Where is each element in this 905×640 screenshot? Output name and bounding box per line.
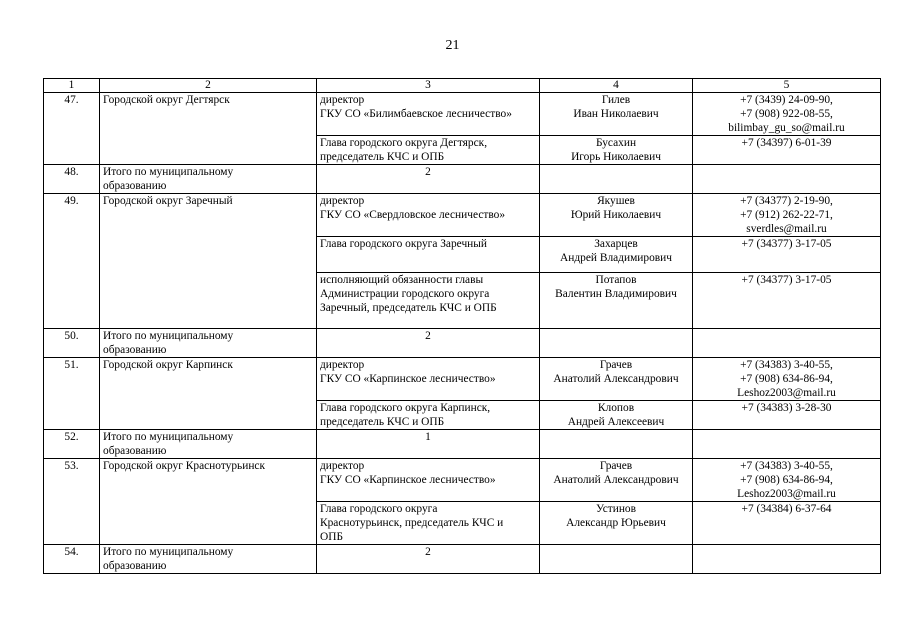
- contact-cell: +7 (34377) 2-19-90, +7 (912) 262-22-71, sverdles@mail.ru: [693, 194, 881, 237]
- contact-cell: +7 (34397) 6-01-39: [693, 136, 881, 165]
- total-label: Итого по муниципальному образованию: [100, 545, 317, 574]
- contacts-table: [43, 78, 881, 574]
- column-header: 4: [540, 79, 693, 93]
- empty-cell: [693, 430, 881, 459]
- total-row: [44, 165, 881, 194]
- table-row: [44, 194, 881, 237]
- row-number: 48.: [44, 165, 100, 194]
- contact-cell: +7 (34384) 6-37-64: [693, 502, 881, 545]
- row-number: 52.: [44, 430, 100, 459]
- table-header-row: [44, 79, 881, 93]
- total-count: 1: [317, 430, 540, 459]
- position-cell: директор ГКУ СО «Карпинское лесничество»: [317, 459, 540, 502]
- contact-cell: +7 (34383) 3-28-30: [693, 401, 881, 430]
- municipality-name: Городской округ Карпинск: [100, 358, 317, 430]
- total-row: [44, 430, 881, 459]
- position-cell: директор ГКУ СО «Карпинское лесничество»: [317, 358, 540, 401]
- empty-cell: [540, 329, 693, 358]
- row-number: 49.: [44, 194, 100, 329]
- total-count: 2: [317, 165, 540, 194]
- total-label: Итого по муниципальному образованию: [100, 165, 317, 194]
- page-number: 21: [445, 38, 460, 53]
- empty-cell: [540, 165, 693, 194]
- person-name-cell: Устинов Александр Юрьевич: [540, 502, 693, 545]
- row-number: 54.: [44, 545, 100, 574]
- position-cell: директор ГКУ СО «Свердловское лесничество»: [317, 194, 540, 237]
- municipality-name: Городской округ Заречный: [100, 194, 317, 329]
- row-number: 51.: [44, 358, 100, 430]
- municipality-name: Городской округ Дегтярск: [100, 93, 317, 165]
- position-cell: директор ГКУ СО «Билимбаевское лесничество»: [317, 93, 540, 136]
- contact-cell: +7 (34377) 3-17-05: [693, 273, 881, 329]
- empty-cell: [540, 430, 693, 459]
- position-cell: исполняющий обязанности главы Администрации городского округа Заречный, председатель КЧС и ОПБ: [317, 273, 540, 329]
- position-cell: Глава городского округа Дегтярск, председатель КЧС и ОПБ: [317, 136, 540, 165]
- person-name-cell: Клопов Андрей Алексеевич: [540, 401, 693, 430]
- empty-cell: [693, 329, 881, 358]
- person-name-cell: Грачев Анатолий Александрович: [540, 459, 693, 502]
- table-row: [44, 358, 881, 401]
- position-cell: Глава городского округа Краснотурьинск, председатель КЧС и ОПБ: [317, 502, 540, 545]
- empty-cell: [693, 545, 881, 574]
- contact-cell: +7 (3439) 24-09-90, +7 (908) 922-08-55, bilimbay_gu_so@mail.ru: [693, 93, 881, 136]
- column-header: 5: [693, 79, 881, 93]
- person-name-cell: Гилев Иван Николаевич: [540, 93, 693, 136]
- person-name-cell: Потапов Валентин Владимирович: [540, 273, 693, 329]
- empty-cell: [540, 545, 693, 574]
- column-header: 1: [44, 79, 100, 93]
- person-name-cell: Грачев Анатолий Александрович: [540, 358, 693, 401]
- table-row: [44, 93, 881, 136]
- total-label: Итого по муниципальному образованию: [100, 430, 317, 459]
- total-row: [44, 545, 881, 574]
- person-name-cell: Захарцев Андрей Владимирович: [540, 237, 693, 273]
- person-name-cell: Бусахин Игорь Николаевич: [540, 136, 693, 165]
- position-cell: Глава городского округа Карпинск, председатель КЧС и ОПБ: [317, 401, 540, 430]
- position-cell: Глава городского округа Заречный: [317, 237, 540, 273]
- column-header: 2: [100, 79, 317, 93]
- contact-cell: +7 (34383) 3-40-55, +7 (908) 634-86-94, Leshoz2003@mail.ru: [693, 358, 881, 401]
- contact-cell: +7 (34383) 3-40-55, +7 (908) 634-86-94, Leshoz2003@mail.ru: [693, 459, 881, 502]
- row-number: 53.: [44, 459, 100, 545]
- total-label: Итого по муниципальному образованию: [100, 329, 317, 358]
- total-row: [44, 329, 881, 358]
- contact-cell: +7 (34377) 3-17-05: [693, 237, 881, 273]
- table-row: [44, 459, 881, 502]
- row-number: 50.: [44, 329, 100, 358]
- person-name-cell: Якушев Юрий Николаевич: [540, 194, 693, 237]
- total-count: 2: [317, 329, 540, 358]
- column-header: 3: [317, 79, 540, 93]
- row-number: 47.: [44, 93, 100, 165]
- municipality-name: Городской округ Краснотурьинск: [100, 459, 317, 545]
- total-count: 2: [317, 545, 540, 574]
- empty-cell: [693, 165, 881, 194]
